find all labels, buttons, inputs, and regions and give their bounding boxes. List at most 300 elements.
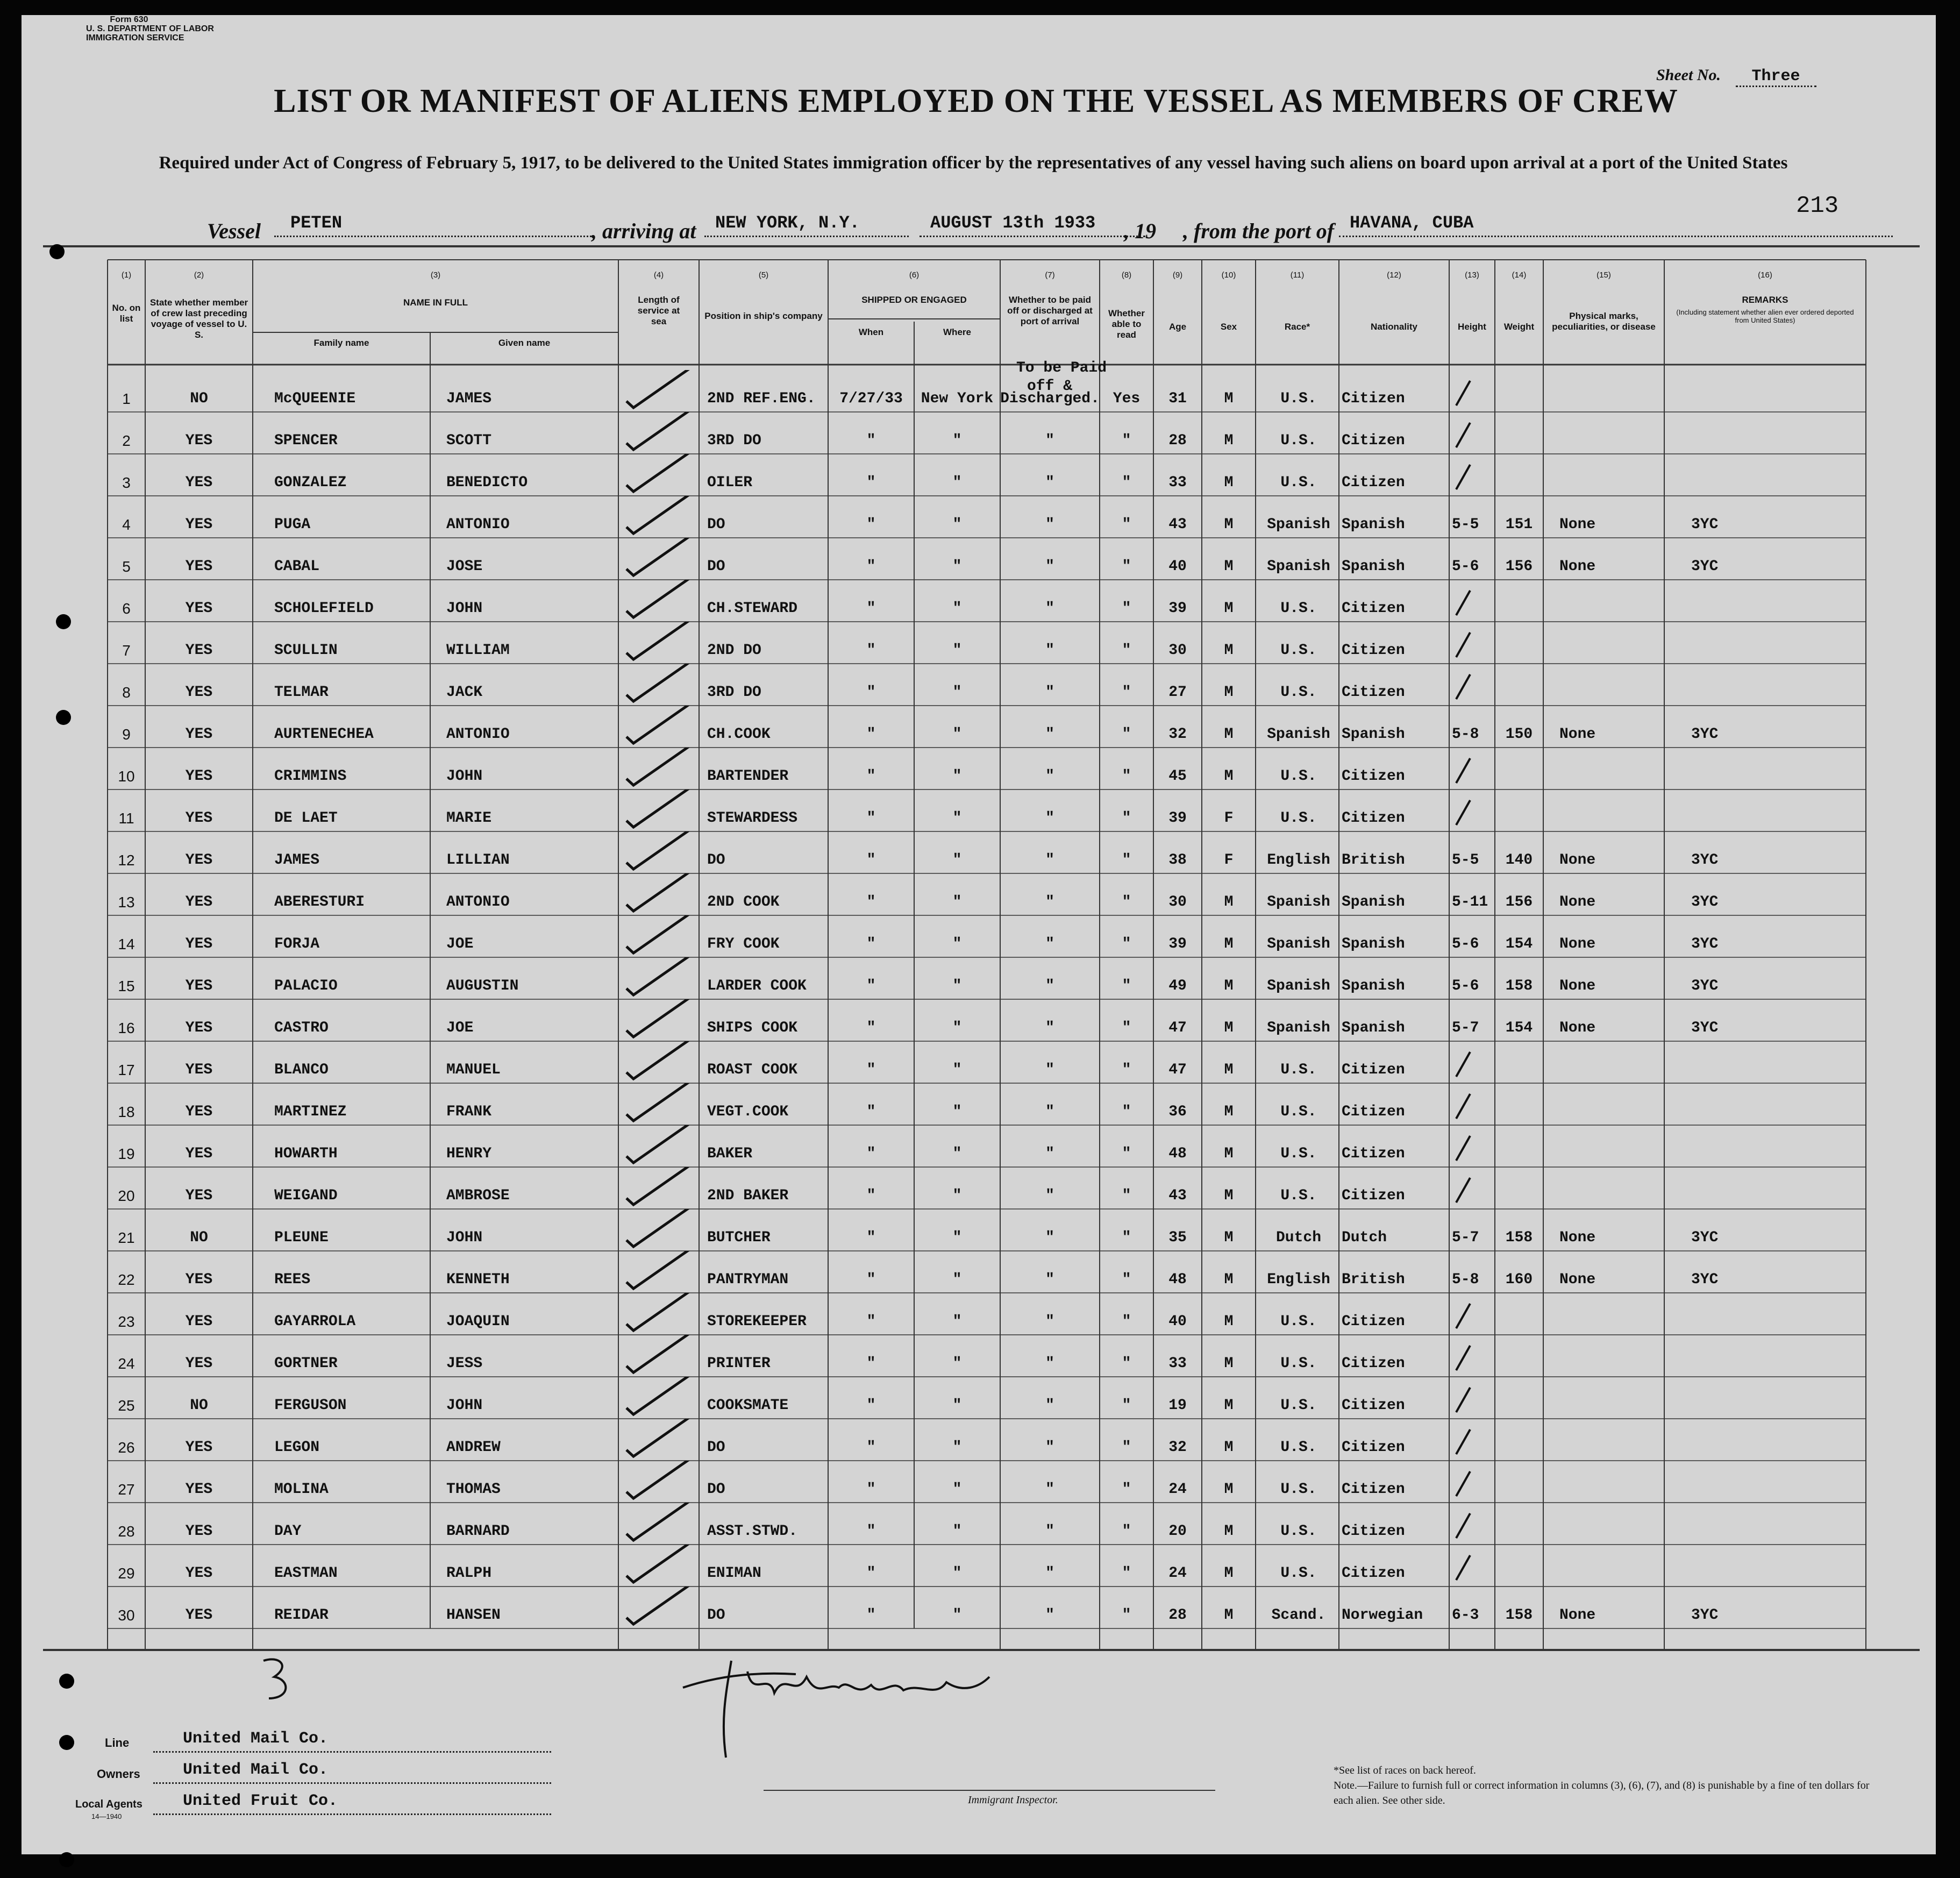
cell-height: 5-8 bbox=[1452, 1271, 1479, 1288]
ditto-mark: " bbox=[1045, 600, 1054, 617]
check-mark bbox=[618, 1167, 699, 1209]
cell-age: 39 bbox=[1168, 600, 1187, 617]
cell-age: 40 bbox=[1168, 1313, 1187, 1330]
check-mark bbox=[618, 789, 699, 831]
ditto-mark: " bbox=[866, 1481, 876, 1498]
slash-mark bbox=[1452, 412, 1473, 454]
cell-race: Spanish bbox=[1267, 894, 1330, 910]
cell-nat: Spanish bbox=[1342, 894, 1405, 910]
cell-remarks: 3YC bbox=[1691, 852, 1719, 869]
cell-family: REIDAR bbox=[274, 1607, 329, 1624]
cell-race: U.S. bbox=[1280, 390, 1317, 407]
cell-sex: M bbox=[1224, 978, 1234, 994]
arrival-date: AUGUST 13th 1933 bbox=[930, 213, 1096, 233]
cell-marks: None bbox=[1559, 1020, 1596, 1036]
cell-no: 17 bbox=[118, 1062, 135, 1078]
cell-position: STOREKEEPER bbox=[707, 1313, 807, 1330]
table-row bbox=[22, 1545, 1936, 1587]
cell-race: English bbox=[1267, 1271, 1330, 1288]
cell-prev: YES bbox=[185, 1187, 213, 1204]
slash-mark bbox=[1452, 1125, 1473, 1167]
table-row bbox=[22, 496, 1936, 538]
cell-no: 19 bbox=[118, 1146, 135, 1162]
cell-height: 5-6 bbox=[1452, 978, 1479, 994]
cell-sex: M bbox=[1224, 1397, 1234, 1414]
header-nationality: Nationality bbox=[1371, 322, 1417, 332]
cell-age: 39 bbox=[1168, 936, 1187, 952]
col-number-16: (16) bbox=[1758, 271, 1772, 280]
cell-nat: Citizen bbox=[1342, 642, 1405, 659]
col-number-10: (10) bbox=[1221, 271, 1236, 280]
paid-off-note: To be Paid off & bbox=[1016, 360, 1107, 395]
cell-height: 5-5 bbox=[1452, 852, 1479, 869]
table-row bbox=[22, 915, 1936, 957]
cell-remarks: 3YC bbox=[1691, 1607, 1719, 1624]
ditto-mark: " bbox=[1122, 1146, 1131, 1162]
header-physical-marks: Physical marks, peculiarities, or disease bbox=[1552, 311, 1656, 332]
header-no-on-list: No. on list bbox=[112, 303, 141, 324]
ditto-mark: " bbox=[866, 1187, 876, 1204]
row1-when: 7/27/33 bbox=[839, 390, 903, 407]
ditto-mark: " bbox=[1122, 516, 1131, 533]
ditto-mark: " bbox=[1045, 1397, 1054, 1414]
slash-mark bbox=[1452, 1335, 1473, 1377]
ditto-mark: " bbox=[1045, 1020, 1054, 1036]
cell-weight: 150 bbox=[1505, 726, 1533, 743]
line-label: Line bbox=[105, 1736, 130, 1749]
cell-family: GORTNER bbox=[274, 1355, 338, 1372]
ditto-mark: " bbox=[1122, 810, 1131, 827]
ditto-mark: " bbox=[952, 810, 962, 827]
inspector-signature bbox=[667, 1623, 1054, 1774]
header-remarks-note: (Including statement whether alien ever ordered deported from United States) bbox=[1676, 308, 1854, 324]
cell-position: VEGT.COOK bbox=[707, 1104, 789, 1120]
cell-given: JOHN bbox=[446, 1397, 483, 1414]
table-row bbox=[22, 1041, 1936, 1083]
ditto-mark: " bbox=[866, 726, 876, 743]
cell-weight: 151 bbox=[1505, 516, 1533, 533]
cell-given: JOSE bbox=[446, 558, 483, 575]
cell-age: 24 bbox=[1168, 1481, 1187, 1498]
cell-prev: NO bbox=[190, 1397, 208, 1414]
cell-no: 13 bbox=[118, 894, 135, 910]
cell-given: JAMES bbox=[446, 390, 492, 407]
cell-prev: YES bbox=[185, 768, 213, 785]
ditto-mark: " bbox=[1122, 936, 1131, 952]
cell-race: U.S. bbox=[1280, 1523, 1317, 1540]
cell-sex: M bbox=[1224, 432, 1234, 449]
ditto-mark: " bbox=[1122, 642, 1131, 659]
cell-sex: M bbox=[1224, 516, 1234, 533]
ditto-mark: " bbox=[952, 1229, 962, 1246]
ditto-mark: " bbox=[1122, 600, 1131, 617]
cell-family: AURTENECHEA bbox=[274, 726, 374, 743]
ditto-mark: " bbox=[952, 1523, 962, 1540]
ditto-mark: " bbox=[1045, 558, 1054, 575]
col-number-4: (4) bbox=[653, 271, 664, 280]
ditto-mark: " bbox=[952, 1146, 962, 1162]
table-row bbox=[22, 873, 1936, 915]
cell-position: 2ND REF.ENG. bbox=[707, 390, 816, 407]
cell-sex: M bbox=[1224, 558, 1234, 575]
ditto-mark: " bbox=[1122, 1062, 1131, 1078]
cell-marks: None bbox=[1559, 1607, 1596, 1624]
cell-race: U.S. bbox=[1280, 642, 1317, 659]
cell-age: 30 bbox=[1168, 642, 1187, 659]
col-number-2: (2) bbox=[194, 271, 204, 280]
cell-sex: M bbox=[1224, 1355, 1234, 1372]
cell-given: JOE bbox=[446, 1020, 474, 1036]
check-mark bbox=[618, 664, 699, 706]
ditto-mark: " bbox=[1045, 1062, 1054, 1078]
table-row bbox=[22, 1587, 1936, 1628]
cell-sex: F bbox=[1224, 810, 1234, 827]
ditto-mark: " bbox=[866, 642, 876, 659]
check-mark bbox=[618, 1335, 699, 1377]
cell-prev: YES bbox=[185, 1146, 213, 1162]
ditto-mark: " bbox=[1122, 1565, 1131, 1582]
check-mark bbox=[618, 1083, 699, 1125]
ditto-mark: " bbox=[1045, 642, 1054, 659]
cell-no: 14 bbox=[118, 936, 135, 952]
ditto-mark: " bbox=[866, 1146, 876, 1162]
check-mark bbox=[618, 706, 699, 748]
cell-nat: Spanish bbox=[1342, 936, 1405, 952]
ditto-mark: " bbox=[1045, 936, 1054, 952]
slash-mark bbox=[1452, 789, 1473, 831]
cell-nat: British bbox=[1342, 852, 1405, 869]
cell-age: 47 bbox=[1168, 1020, 1187, 1036]
cell-no: 16 bbox=[118, 1020, 135, 1036]
cell-prev: YES bbox=[185, 1020, 213, 1036]
inspector-label: Immigrant Inspector. bbox=[968, 1794, 1058, 1806]
binder-hole bbox=[59, 1735, 74, 1750]
ditto-mark: " bbox=[866, 936, 876, 952]
ditto-mark: " bbox=[1122, 1439, 1131, 1456]
cell-prev: YES bbox=[185, 558, 213, 575]
ditto-mark: " bbox=[952, 516, 962, 533]
races-note: *See list of races on back hereof. bbox=[1334, 1765, 1476, 1776]
owners-value: United Mail Co. bbox=[183, 1761, 329, 1779]
agents-label: Local Agents bbox=[75, 1798, 142, 1810]
cell-prev: YES bbox=[185, 516, 213, 533]
cell-sex: M bbox=[1224, 1313, 1234, 1330]
table-row bbox=[22, 1251, 1936, 1293]
ditto-mark: " bbox=[866, 1607, 876, 1624]
cell-remarks: 3YC bbox=[1691, 558, 1719, 575]
ditto-mark: " bbox=[866, 1313, 876, 1330]
col-number-15: (15) bbox=[1596, 271, 1611, 280]
cell-no: 20 bbox=[118, 1187, 135, 1204]
check-mark bbox=[618, 412, 699, 454]
cell-race: U.S. bbox=[1280, 768, 1317, 785]
cell-age: 28 bbox=[1168, 1607, 1187, 1624]
cell-age: 32 bbox=[1168, 726, 1187, 743]
cell-height: 5-8 bbox=[1452, 726, 1479, 743]
slash-mark bbox=[1452, 1167, 1473, 1209]
cell-weight: 158 bbox=[1505, 1607, 1533, 1624]
arrival-port: NEW YORK, N.Y. bbox=[715, 213, 860, 233]
cell-position: OILER bbox=[707, 474, 753, 491]
cell-position: STEWARDESS bbox=[707, 810, 798, 827]
cell-position: DO bbox=[707, 1607, 725, 1624]
cell-no: 23 bbox=[118, 1313, 135, 1330]
cell-sex: M bbox=[1224, 600, 1234, 617]
cell-prev: YES bbox=[185, 726, 213, 743]
cell-family: JAMES bbox=[274, 852, 320, 869]
table-row bbox=[22, 580, 1936, 622]
cell-nat: Citizen bbox=[1342, 600, 1405, 617]
vessel-label: Vessel bbox=[207, 219, 261, 243]
cell-race: U.S. bbox=[1280, 684, 1317, 701]
cell-position: 3RD DO bbox=[707, 684, 761, 701]
cell-nat: Citizen bbox=[1342, 1523, 1405, 1540]
cell-weight: 158 bbox=[1505, 978, 1533, 994]
cell-no: 22 bbox=[118, 1271, 135, 1288]
binder-hole bbox=[49, 244, 65, 259]
cell-given: BARNARD bbox=[446, 1523, 510, 1540]
slash-mark bbox=[1452, 748, 1473, 789]
check-mark bbox=[618, 1125, 699, 1167]
header-position: Position in ship's company bbox=[704, 311, 823, 321]
cell-given: LILLIAN bbox=[446, 852, 510, 869]
cell-prev: YES bbox=[185, 432, 213, 449]
header-age: Age bbox=[1168, 322, 1187, 332]
cell-family: MARTINEZ bbox=[274, 1104, 347, 1120]
ditto-mark: " bbox=[1122, 1607, 1131, 1624]
cell-nat: Spanish bbox=[1342, 1020, 1405, 1036]
check-mark bbox=[618, 580, 699, 622]
cell-family: ABERESTURI bbox=[274, 894, 365, 910]
slash-mark bbox=[1452, 1293, 1473, 1335]
slash-mark bbox=[1452, 1083, 1473, 1125]
check-mark bbox=[618, 999, 699, 1041]
cell-position: DO bbox=[707, 1439, 725, 1456]
service-name: IMMIGRATION SERVICE bbox=[86, 33, 184, 42]
ditto-mark: " bbox=[866, 474, 876, 491]
table-row bbox=[22, 1377, 1936, 1419]
ditto-mark: " bbox=[866, 1439, 876, 1456]
cell-weight: 154 bbox=[1505, 1020, 1533, 1036]
cell-position: LARDER COOK bbox=[707, 978, 807, 994]
cell-age: 49 bbox=[1168, 978, 1187, 994]
ditto-mark: " bbox=[1045, 1439, 1054, 1456]
cell-family: LEGON bbox=[274, 1439, 320, 1456]
cell-age: 43 bbox=[1168, 516, 1187, 533]
ditto-mark: " bbox=[952, 1187, 962, 1204]
manifest-sheet bbox=[22, 15, 1936, 1854]
slash-mark bbox=[1452, 1545, 1473, 1587]
cell-family: PALACIO bbox=[274, 978, 338, 994]
cell-prev: YES bbox=[185, 1523, 213, 1540]
header-given-name: Given name bbox=[498, 338, 551, 348]
cell-family: CABAL bbox=[274, 558, 320, 575]
year-label: , 19 bbox=[1124, 219, 1156, 243]
cell-race: U.S. bbox=[1280, 1187, 1317, 1204]
ditto-mark: " bbox=[1045, 684, 1054, 701]
slash-mark bbox=[1452, 1377, 1473, 1419]
cell-sex: M bbox=[1224, 1229, 1234, 1246]
ditto-mark: " bbox=[1122, 1104, 1131, 1120]
cell-sex: F bbox=[1224, 852, 1234, 869]
slash-mark bbox=[1452, 1461, 1473, 1503]
cell-race: U.S. bbox=[1280, 1439, 1317, 1456]
table-row bbox=[22, 622, 1936, 664]
ditto-mark: " bbox=[1122, 474, 1131, 491]
ditto-mark: " bbox=[952, 1397, 962, 1414]
cell-no: 6 bbox=[122, 600, 131, 617]
cell-given: JOE bbox=[446, 936, 474, 952]
vessel-name: PETEN bbox=[290, 213, 343, 233]
slash-mark bbox=[1452, 664, 1473, 706]
cell-family: SCULLIN bbox=[274, 642, 338, 659]
cell-position: CH.STEWARD bbox=[707, 600, 798, 617]
cell-given: JESS bbox=[446, 1355, 483, 1372]
cell-age: 47 bbox=[1168, 1062, 1187, 1078]
cell-given: MARIE bbox=[446, 810, 492, 827]
cell-nat: Norwegian bbox=[1342, 1607, 1423, 1624]
cell-nat: Spanish bbox=[1342, 978, 1405, 994]
table-row bbox=[22, 454, 1936, 496]
ditto-mark: " bbox=[1122, 726, 1131, 743]
ditto-mark: " bbox=[1122, 432, 1131, 449]
table-row bbox=[22, 1419, 1936, 1461]
cell-remarks: 3YC bbox=[1691, 978, 1719, 994]
cell-sex: M bbox=[1224, 1104, 1234, 1120]
table-row bbox=[22, 1335, 1936, 1377]
cell-no: 7 bbox=[122, 642, 131, 659]
cell-sex: M bbox=[1224, 684, 1234, 701]
cell-no: 8 bbox=[122, 684, 131, 701]
ditto-mark: " bbox=[1122, 1229, 1131, 1246]
cell-family: SPENCER bbox=[274, 432, 338, 449]
cell-sex: M bbox=[1224, 936, 1234, 952]
cell-weight: 154 bbox=[1505, 936, 1533, 952]
ditto-mark: " bbox=[952, 894, 962, 910]
header-family-name: Family name bbox=[313, 338, 369, 348]
header-height: Height bbox=[1458, 322, 1486, 332]
cell-position: ROAST COOK bbox=[707, 1062, 798, 1078]
ditto-mark: " bbox=[866, 852, 876, 869]
cell-age: 20 bbox=[1168, 1523, 1187, 1540]
cell-given: AUGUSTIN bbox=[446, 978, 519, 994]
row1-where: New York bbox=[921, 390, 994, 407]
cell-race: U.S. bbox=[1280, 1104, 1317, 1120]
cell-remarks: 3YC bbox=[1691, 516, 1719, 533]
slash-mark bbox=[1452, 580, 1473, 622]
ditto-mark: " bbox=[866, 1523, 876, 1540]
cell-family: HOWARTH bbox=[274, 1146, 338, 1162]
row1-paid: Discharged. bbox=[1000, 390, 1100, 407]
cell-prev: YES bbox=[185, 474, 213, 491]
cell-given: JOAQUIN bbox=[446, 1313, 510, 1330]
cell-sex: M bbox=[1224, 1439, 1234, 1456]
cell-marks: None bbox=[1559, 1271, 1596, 1288]
cell-position: SHIPS COOK bbox=[707, 1020, 798, 1036]
cell-weight: 160 bbox=[1505, 1271, 1533, 1288]
cell-sex: M bbox=[1224, 1565, 1234, 1582]
col-number-12: (12) bbox=[1387, 271, 1401, 280]
col-number-3: (3) bbox=[430, 271, 441, 280]
header-race: Race* bbox=[1284, 322, 1310, 332]
cell-position: PRINTER bbox=[707, 1355, 771, 1372]
cell-prev: YES bbox=[185, 1062, 213, 1078]
col-number-8: (8) bbox=[1121, 271, 1132, 280]
col-number-6: (6) bbox=[909, 271, 920, 280]
ditto-mark: " bbox=[866, 894, 876, 910]
cell-family: FORJA bbox=[274, 936, 320, 952]
ditto-mark: " bbox=[866, 1271, 876, 1288]
cell-prev: YES bbox=[185, 1104, 213, 1120]
ditto-mark: " bbox=[866, 432, 876, 449]
ditto-mark: " bbox=[1045, 810, 1054, 827]
ditto-mark: " bbox=[866, 1229, 876, 1246]
cell-nat: Spanish bbox=[1342, 516, 1405, 533]
cell-nat: Citizen bbox=[1342, 1481, 1405, 1498]
cell-sex: M bbox=[1224, 1481, 1234, 1498]
cell-nat: Citizen bbox=[1342, 474, 1405, 491]
ditto-mark: " bbox=[952, 600, 962, 617]
cell-position: DO bbox=[707, 852, 725, 869]
check-mark bbox=[618, 957, 699, 999]
col-number-1: (1) bbox=[121, 271, 132, 280]
cell-given: JOHN bbox=[446, 768, 483, 785]
ditto-mark: " bbox=[866, 558, 876, 575]
ditto-mark: " bbox=[1045, 894, 1054, 910]
cell-race: Spanish bbox=[1267, 516, 1330, 533]
cell-marks: None bbox=[1559, 726, 1596, 743]
ditto-mark: " bbox=[1122, 1313, 1131, 1330]
cell-age: 39 bbox=[1168, 810, 1187, 827]
cell-sex: M bbox=[1224, 1020, 1234, 1036]
cell-position: BUTCHER bbox=[707, 1229, 771, 1246]
slash-mark bbox=[1452, 622, 1473, 664]
cell-age: 48 bbox=[1168, 1146, 1187, 1162]
header-where: Where bbox=[943, 327, 971, 337]
cell-age: 36 bbox=[1168, 1104, 1187, 1120]
slash-mark bbox=[1452, 1419, 1473, 1461]
table-row bbox=[22, 1293, 1936, 1335]
cell-age: 40 bbox=[1168, 558, 1187, 575]
cell-race: U.S. bbox=[1280, 1146, 1317, 1162]
cell-position: BARTENDER bbox=[707, 768, 789, 785]
binder-hole bbox=[56, 614, 71, 629]
cell-family: CRIMMINS bbox=[274, 768, 347, 785]
ditto-mark: " bbox=[1122, 1481, 1131, 1498]
ditto-mark: " bbox=[1045, 1229, 1054, 1246]
ditto-mark: " bbox=[866, 1397, 876, 1414]
cell-position: DO bbox=[707, 516, 725, 533]
cell-marks: None bbox=[1559, 1229, 1596, 1246]
cell-nat: Citizen bbox=[1342, 1146, 1405, 1162]
cell-marks: None bbox=[1559, 852, 1596, 869]
ditto-mark: " bbox=[866, 600, 876, 617]
cell-family: WEIGAND bbox=[274, 1187, 338, 1204]
cell-nat: Citizen bbox=[1342, 810, 1405, 827]
cell-no: 25 bbox=[118, 1397, 135, 1414]
cell-age: 24 bbox=[1168, 1565, 1187, 1582]
cell-prev: YES bbox=[185, 1271, 213, 1288]
cell-age: 35 bbox=[1168, 1229, 1187, 1246]
cell-race: U.S. bbox=[1280, 1062, 1317, 1078]
check-mark bbox=[618, 454, 699, 496]
ditto-mark: " bbox=[952, 1355, 962, 1372]
departure-port: HAVANA, CUBA bbox=[1350, 213, 1474, 233]
ditto-mark: " bbox=[1045, 1104, 1054, 1120]
cell-nat: Citizen bbox=[1342, 1565, 1405, 1582]
col-number-9: (9) bbox=[1172, 271, 1183, 280]
cell-sex: M bbox=[1224, 474, 1234, 491]
